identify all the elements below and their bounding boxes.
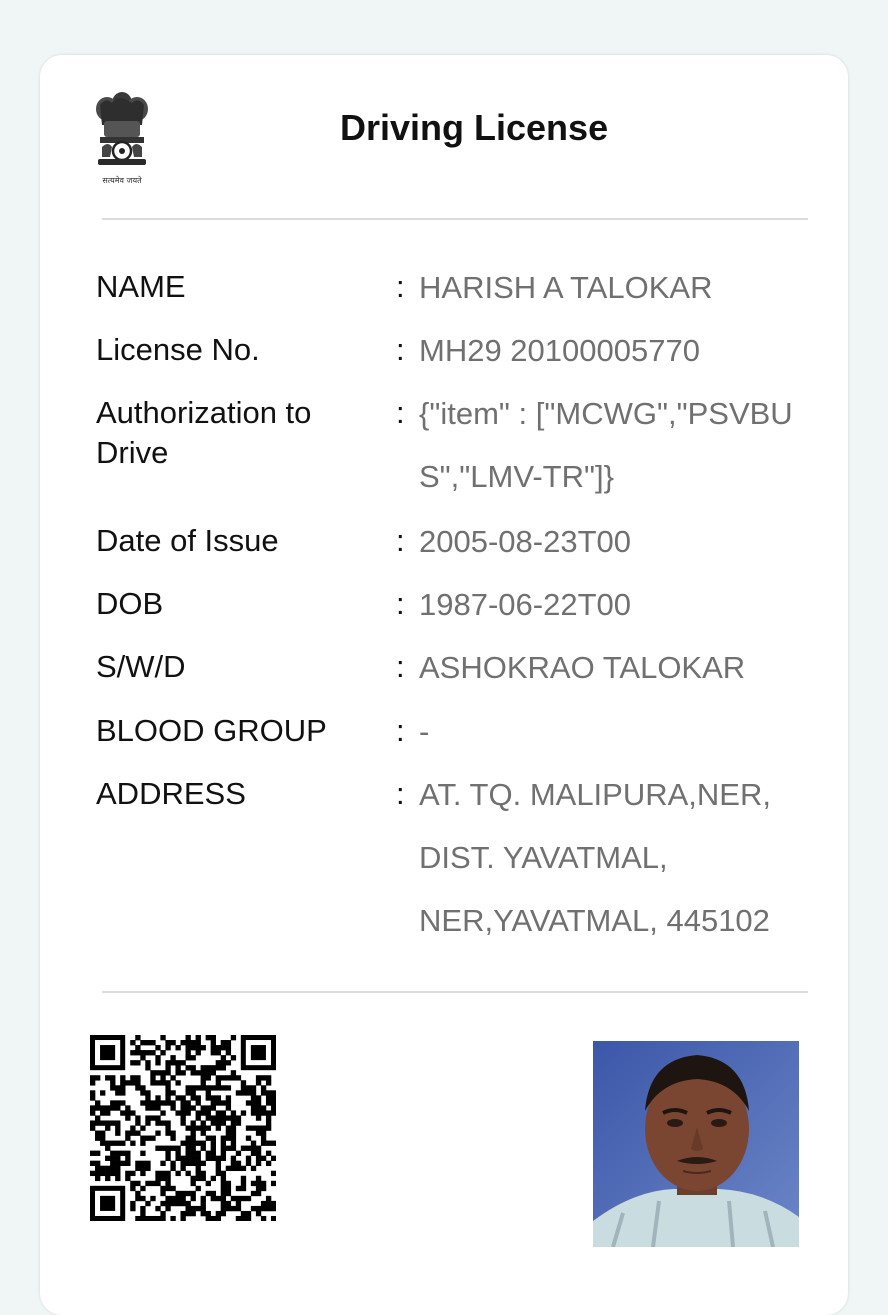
field-value: {"item" : ["MCWG","PSVBUS","LMV-TR"]} [419,396,793,494]
field-separator: : [396,269,405,304]
field-label: ADDRESS [96,776,246,811]
field-separator: : [396,523,405,558]
footer-divider [102,991,808,993]
field-value: 2005-08-23T00 [419,524,631,559]
field-label: Authorization to Drive [96,395,312,470]
field-separator: : [396,776,405,811]
qr-code [90,1035,276,1221]
field-separator: : [396,586,405,621]
field-label: DOB [96,586,164,621]
license-card [40,55,848,1315]
field-value: MH29 20100005770 [419,333,700,368]
holder-photo [593,1041,799,1247]
field-value: 1987-06-22T00 [419,587,631,622]
field-value: - [419,714,430,749]
field-label: License No. [96,332,260,367]
field-separator: : [396,332,405,367]
field-separator: : [396,649,405,684]
field-separator: : [396,713,405,748]
field-label: S/W/D [96,649,186,684]
national-emblem-icon [90,87,154,191]
field-label: BLOOD GROUP [96,713,327,748]
emblem-caption: सत्यमेव जयते [102,176,142,185]
field-value: HARISH A TALOKAR [419,270,713,305]
field-label: Date of Issue [96,523,279,558]
field-separator: : [396,395,405,430]
page-title: Driving License [340,107,609,148]
field-label: NAME [96,269,186,304]
field-value: AT. TQ. MALIPURA,NER, DIST. YAVATMAL, NER,YAVATMAL, 445102 [419,777,771,938]
field-value: ASHOKRAO TALOKAR [419,650,746,685]
header-divider [102,218,808,220]
